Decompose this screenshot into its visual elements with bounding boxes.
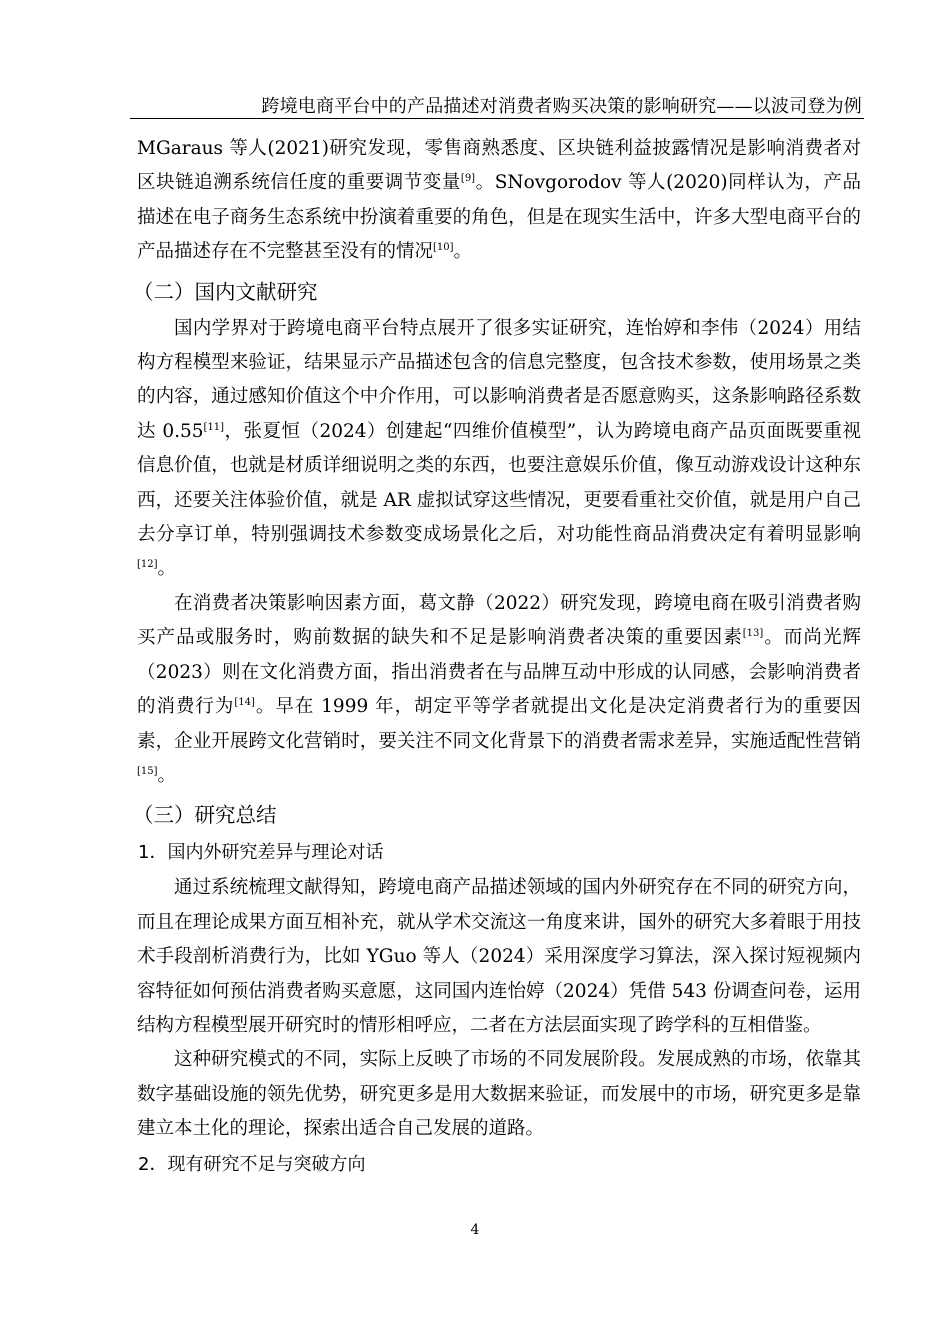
- page-header: [130, 90, 864, 119]
- citation-ref: [9]: [460, 173, 476, 185]
- paragraph-domestic-studies: 国内学界对于跨境电商平台特点展开了很多实证研究，连怡婷和李伟（2024）用结构方程模型来验证，结果显示产品描述包含的信息完整度，包含技术参数，使用场景之类的内容，通过感知价值这个中介作用，可以影响消费者是否愿意购买，这条影响路径系数达 0.55[11]，张夏恒（2024）创建起“四维价值模型”，认为跨境电商产品页面既要重视信息价值，也就是材质详细说明之类的东西，也要注意娱乐价值，像互动游戏设计这种东西，还要关注体验价值，就是 AR 虚拟试穿这些情况，更要看重社交价值，就是用户自己去分享订单，特别强调技术参数变成场景化之后，对功能性商品消费决定有着明显影响[12]。: [137, 317, 862, 580]
- section-heading-summary: （三）研究总结: [133, 803, 277, 828]
- paragraph-market-stages: 这种研究模式的不同，实际上反映了市场的不同发展阶段。发展成熟的市场，依靠其数字基础设施的领先优势，研究更多是用大数据来验证，而发展中的市场，研究更多是靠建立本土化的理论，探索出适合自己发展的道路。: [137, 1049, 861, 1140]
- citation-ref: [10]: [433, 242, 454, 254]
- subsection-heading-differences: 1．国内外研究差异与理论对话: [138, 842, 384, 864]
- citation-ref: [14]: [234, 696, 255, 708]
- header-title: 跨境电商平台中的产品描述对消费者购买决策的影响研究——以波司登为例: [261, 96, 862, 117]
- section-heading-domestic: （二）国内文献研究: [133, 279, 318, 304]
- citation-ref: [11]: [203, 421, 225, 433]
- paragraph-foreign-studies: MGaraus 等人(2021)研究发现，零售商熟悉度、区块链利益披露情况是影响消费者对区块链追溯系统信任度的重要调节变量[9]。SNovgorodov 等人(2020)同样认为，产品描述在电子商务生态系统中扮演着重要的角色，但是在现实生活中，许多大型电商平台的产品描述存在不完整甚至没有的情况[10]。: [137, 138, 861, 263]
- citation-ref: [15]: [137, 765, 158, 777]
- page-number: 4: [470, 1222, 480, 1238]
- body-content: [133, 132, 862, 1183]
- subsection-heading-shortcomings: 2．现有研究不足与突破方向: [138, 1153, 366, 1175]
- citation-ref: [13]: [742, 628, 764, 640]
- paragraph-research-differences: 通过系统梳理文献得知，跨境电商产品描述领域的国内外研究存在不同的研究方向，而且在理论成果方面互相补充，就从学术交流这一角度来讲，国外的研究大多着眼于用技术手段剖析消费行为，比如 YGuo 等人（2024）采用深度学习算法，深入探讨短视频内容特征如何预估消费者购买意愿，这同国内连怡婷（2024）凭借 543 份调查问卷，运用结构方程模型展开研究时的情形相呼应，二者在方法层面实现了跨学科的互相借鉴。: [137, 877, 861, 1036]
- citation-ref: [12]: [137, 559, 158, 571]
- paragraph-decision-factors: 在消费者决策影响因素方面，葛文静（2022）研究发现，跨境电商在吸引消费者购买产品或服务时，购前数据的缺失和不足是影响消费者决策的重要因素[13]。而尚光辉（2023）则在文化消费方面，指出消费者在与品牌互动中形成的认同感，会影响消费者的消费行为[14]。早在 1999 年，胡定平等学者就提出文化是决定消费者行为的重要因素，企业开展跨文化营销时，要关注不同文化背景下的消费者需求差异，实施适配性营销[15]。: [137, 592, 861, 786]
